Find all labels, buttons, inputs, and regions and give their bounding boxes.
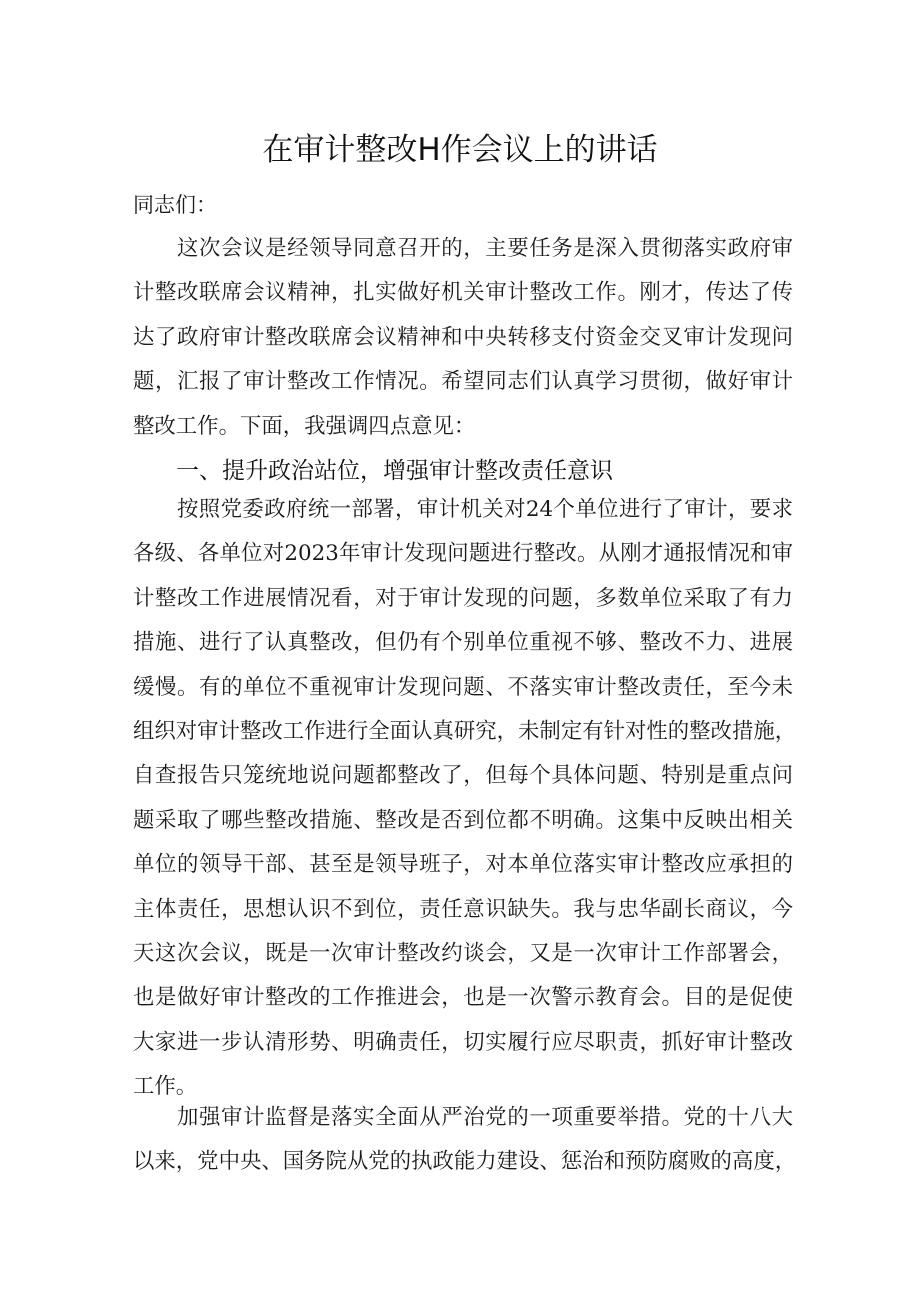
section-heading: 一、提升政治站位，增强审计整改责任意识 xyxy=(176,458,613,484)
text-line: 也是做好审计整改的工作推进会，也是一次警示教育会。目的是促使 xyxy=(133,985,793,1011)
text-line: 加强审计监督是落实全面从严治党的一项重要举措。党的十八大 xyxy=(177,1105,793,1130)
text-line: 自查报告只笼统地说问题都整改了，但每个具体问题、特别是重点问 xyxy=(133,763,793,789)
salutation: 同志们： xyxy=(133,193,217,217)
body-paragraph xyxy=(133,1096,797,1185)
text-line: 措施、进行了认真整改，但仍有个别单位重视不够、整改不力、进展 xyxy=(133,630,793,656)
body-paragraph xyxy=(133,488,797,1110)
text-line: 达了政府审计整改联席会议精神和中央转移支付资金交叉审计发现问 xyxy=(133,324,793,350)
text-line: 天这次会议，既是一次审计整改约谈会，又是一次审计工作部署会， xyxy=(133,941,793,967)
text-line: 主体责任，思想认识不到位，责任意识缺失。我与忠华副长商议，今 xyxy=(133,896,793,922)
text-line: 整改工作。下面，我强调四点意见： xyxy=(133,413,476,439)
text-line: 这次会议是经领导同意召开的，主要任务是深入贯彻落实政府审 xyxy=(177,236,793,261)
text-line: 缓慢。有的单位不重视审计发现问题、不落实审计整改责任，至今未 xyxy=(133,674,793,700)
text-line: 单位的领导干部、甚至是领导班子，对本单位落实审计整改应承担的 xyxy=(133,852,793,878)
text-line: 组织对审计整改工作进行全面认真研究，未制定有针对性的整改措施， xyxy=(133,719,797,745)
text-line: 题采取了哪些整改措施、整改是否到位都不明确。这集中反映出相关 xyxy=(133,807,793,833)
text-line: 各级、各单位对2023年审计发现问题进行整改。从刚才通报情况和审 xyxy=(133,541,793,567)
text-line: 计整改工作进展情况看，对于审计发现的问题，多数单位采取了有力 xyxy=(133,585,793,611)
text-line: 计整改联席会议精神，扎实做好机关审计整改工作。刚才，传达了传 xyxy=(133,280,793,306)
intro-paragraph xyxy=(133,227,793,449)
document-title: 在审计整改H作会议上的讲话 xyxy=(262,132,658,168)
text-line: 工作。 xyxy=(133,1074,198,1100)
text-line: 按照党委政府统一部署，审计机关对24个单位进行了审计，要求 xyxy=(177,497,793,522)
text-line: 大家进一步认清形势、明确责任，切实履行应尽职责，抓好审计整改 xyxy=(133,1029,793,1055)
text-line: 题，汇报了审计整改工作情况。希望同志们认真学习贯彻，做好审计 xyxy=(133,369,793,395)
text-line: 以来，党中央、国务院从党的执政能力建设、惩治和预防腐败的高度， xyxy=(133,1149,797,1175)
